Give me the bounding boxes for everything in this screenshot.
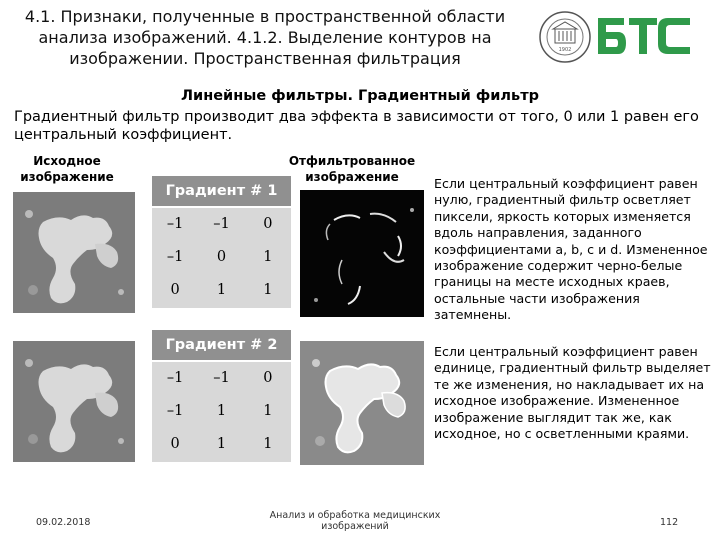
- description-one-center: Если центральный коэффициент равен единице, градиентный фильтр выделяет те же изменения, но накладывает их на исходное изображение. Измененное изображение выглядит так же, как исходное, но с осветленными краями.: [434, 344, 711, 442]
- matrix-cell: –1: [213, 216, 230, 232]
- matrix-cell: –1: [166, 370, 184, 386]
- gradient-1-matrix: [152, 176, 291, 308]
- matrix-cell: 1: [263, 436, 273, 452]
- university-seal-logo: [538, 10, 592, 64]
- matrix-cell: –1: [166, 216, 184, 232]
- description-zero-center: Если центральный коэффициент равен нулю, градиентный фильтр осветляет пиксели, яркость которых изменяется вдоль направления, заданного коэффициентами a, b, c и d. Измененное изображение содержит черно-белые границы на месте исходных краев, остальные части изображения затемнены.: [434, 176, 708, 323]
- matrix-row: [152, 395, 291, 428]
- source-image-caption: Исходное изображение: [20, 154, 114, 184]
- gradient-2-matrix: [152, 330, 291, 462]
- gradient-2-title: Градиент # 2: [152, 330, 291, 362]
- matrix-row: [152, 428, 291, 461]
- page-number: 112: [660, 517, 679, 528]
- filtered-image-1: [300, 190, 424, 317]
- matrix-cell: 0: [170, 282, 180, 298]
- slide-title: 4.1. Признаки, полученные в пространственной области анализа изображений. 4.1.2. Выделение контуров на изображении. Пространственная фильтрация: [24, 7, 506, 68]
- matrix-cell: 0: [216, 249, 227, 265]
- bts-logo: [596, 14, 692, 58]
- matrix-row: [152, 241, 291, 274]
- matrix-row: [152, 208, 291, 241]
- intro-text: Градиентный фильтр производит два эффекта в зависимости от того, 0 или 1 равен его центральный коэффициент.: [14, 109, 699, 143]
- seal-year: 1902: [558, 47, 572, 53]
- matrix-row: [152, 274, 291, 307]
- source-image-2: [13, 341, 135, 462]
- matrix-cell: 1: [216, 282, 227, 298]
- filtered-image-caption: Отфильтрованное изображение: [288, 154, 416, 184]
- matrix-row: [152, 362, 291, 395]
- gradient-1-title: Градиент # 1: [152, 176, 291, 208]
- matrix-cell: 0: [170, 436, 180, 452]
- matrix-cell: 1: [216, 403, 227, 419]
- matrix-cell: 1: [263, 403, 273, 419]
- matrix-cell: 1: [263, 249, 273, 265]
- matrix-cell: 1: [263, 282, 273, 298]
- filtered-image-2: [300, 341, 424, 465]
- matrix-cell: 0: [263, 216, 273, 232]
- intro-paragraph: [14, 108, 714, 144]
- matrix-cell: 0: [263, 370, 273, 386]
- footer-date: 09.02.2018: [36, 517, 91, 528]
- footer-course: Анализ и обработка медицинских изображений: [269, 510, 441, 532]
- matrix-cell: –1: [166, 249, 184, 265]
- matrix-cell: –1: [166, 403, 184, 419]
- matrix-cell: –1: [213, 370, 230, 386]
- matrix-cell: 1: [216, 436, 227, 452]
- source-image-1: [13, 192, 135, 313]
- section-subtitle: Линейные фильтры. Градиентный фильтр: [180, 88, 539, 104]
